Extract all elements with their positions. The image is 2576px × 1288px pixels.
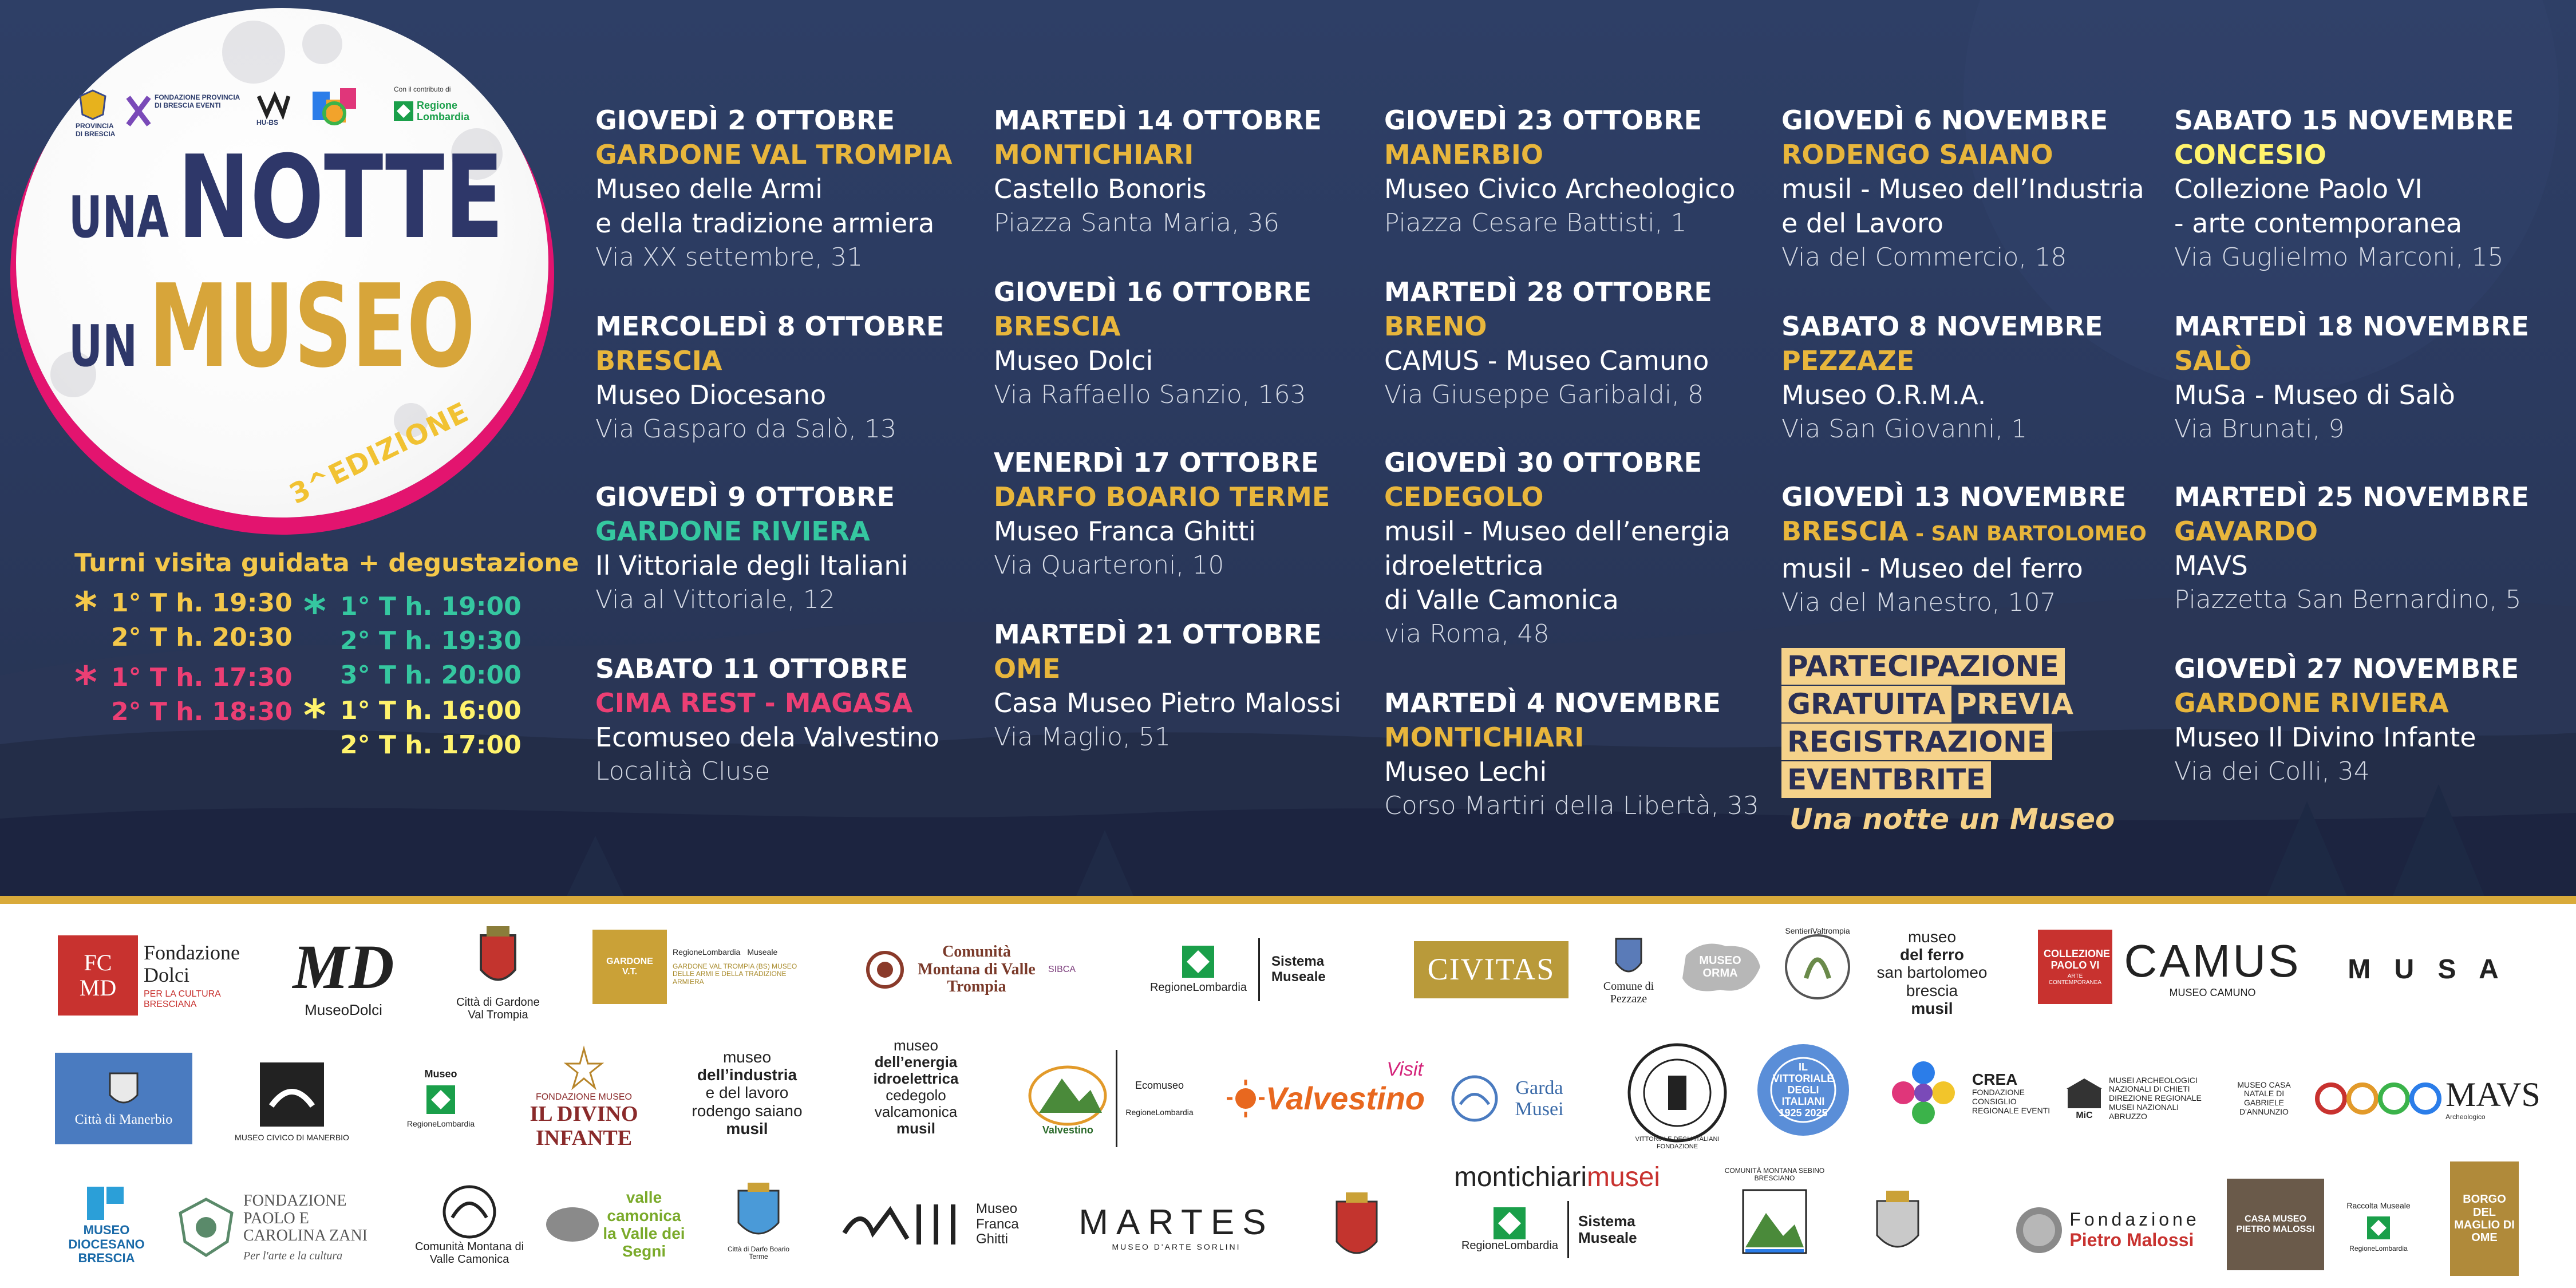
mavs-circles-icon: [2314, 1081, 2440, 1116]
gold-divider: [0, 896, 2576, 904]
logo-valle-segni: [544, 1179, 687, 1270]
logo-provincia: [76, 88, 116, 139]
orma-text: MUSEO ORMA: [1699, 954, 1741, 979]
valvestino-eco-text: Valvestino: [1042, 1124, 1093, 1136]
turni-lightyellow-1: 1° T h. 16:00: [340, 696, 521, 725]
event-date: MARTEDÌ 28 OTTOBRE: [1384, 276, 1712, 307]
musil-energia-6: musil: [896, 1120, 935, 1137]
event-venue: di Valle Camonica: [1384, 584, 1619, 615]
event-date: VENERDÌ 17 OTTOBRE: [994, 447, 1319, 478]
event-address: Via Maglio, 51: [994, 722, 1171, 752]
event-address: Via Raffaello Sanzio, 163: [994, 380, 1306, 409]
raccolta-regione-text: RegioneLombardia: [2349, 1244, 2408, 1253]
turni-section: [74, 548, 579, 760]
event-date: GIOVEDÌ 2 OTTOBRE: [595, 105, 895, 136]
logo-comunita-vt: [847, 935, 1093, 1004]
museodolci-text: MuseoDolci: [305, 1001, 382, 1018]
franca-ghitti-text: Museo Franca Ghitti: [976, 1200, 1019, 1247]
event-city: RODENGO SAIANO: [1781, 139, 2053, 170]
star-yellow-icon: *: [74, 582, 97, 633]
event-address: Via del Commercio, 18: [1781, 243, 2067, 272]
musil-industria-1: museo: [722, 1048, 772, 1066]
event-city-sub: - SAN BARTOLOMEO: [1908, 522, 2147, 546]
event-date: MERCOLEDÌ 8 OTTOBRE: [595, 311, 945, 342]
title-notte: NOTTE: [177, 131, 504, 264]
event-venue: e del Lavoro: [1781, 208, 1944, 239]
logo-paolo-vi: [2038, 930, 2112, 1004]
logo-martes: [1076, 1196, 1277, 1259]
event-6-novembre: [1781, 103, 2182, 275]
event-21-ottobre: [994, 617, 1394, 754]
mic-icon: [2064, 1076, 2104, 1111]
event-city: OME: [994, 653, 1061, 684]
crea-flower-icon: [1880, 1050, 1966, 1136]
ecomuseo-regione-label: RegioneLombardia: [1125, 1108, 1194, 1117]
cta-partecipazione: PARTECIPAZIONE: [1781, 648, 2065, 685]
camus-sub: MUSEO CAMUNO: [2169, 986, 2256, 998]
turni-title: Turni visita guidata + degustazione: [74, 548, 579, 578]
event-venue: Collezione Paolo VI: [2174, 173, 2423, 204]
logo-franca-ghitti: [836, 1190, 1042, 1259]
event-date: GIOVEDÌ 23 OTTOBRE: [1384, 105, 1702, 136]
logo-montichiari-crest: [1322, 1184, 1391, 1270]
museodolci-mark: MD: [293, 931, 394, 1002]
event-city: GARDONE RIVIERA: [595, 516, 870, 547]
event-city: MONTICHIARI: [1384, 722, 1585, 753]
event-11-ottobre: [595, 651, 996, 789]
musil-industria-3: e del lavoro: [705, 1084, 789, 1102]
logo-fond-malossi: [1986, 1202, 2227, 1259]
event-city: MANERBIO: [1384, 139, 1543, 170]
star-green-icon: *: [303, 586, 326, 637]
gardone-crest-icon: [469, 924, 527, 993]
event-date: GIOVEDÌ 9 OTTOBRE: [595, 481, 895, 512]
cta-line-2: [1781, 686, 2182, 724]
musil-ferro-4: brescia: [1906, 981, 1958, 999]
cta-line-4: [1781, 761, 2182, 799]
event-address: Corso Martiri della Libertà, 33: [1384, 791, 1759, 820]
event-date: GIOVEDÌ 30 OTTOBRE: [1384, 447, 1702, 478]
event-date: MARTEDÌ 4 NOVEMBRE: [1384, 688, 1721, 718]
event-venue: Museo Lechi: [1384, 756, 1547, 787]
event-30-ottobre: [1384, 445, 1785, 651]
event-city: GARDONE VAL TROMPIA: [595, 139, 953, 170]
dolci-name: Fondazione Dolci: [144, 941, 240, 987]
event-venue: Il Vittoriale degli Italiani: [595, 550, 908, 581]
logo-museo-dolci: [286, 927, 401, 1024]
musil-ferro-2: del ferro: [1899, 945, 1965, 963]
event-address: Località Cluse: [595, 757, 771, 786]
cta-line-3: [1781, 724, 2182, 761]
vittoriale-fond-text: VITTORIALE DEGLI ITALIANI FONDAZIONE: [1635, 1136, 1720, 1150]
montichiari-regione-icon: [1494, 1207, 1526, 1239]
event-date: GIOVEDÌ 6 NOVEMBRE: [1781, 105, 2108, 136]
logo-casa-malossi: [2227, 1179, 2324, 1270]
valle-segni-text: valle camonica la Valle dei Segni: [603, 1188, 685, 1261]
civitas-text: CIVITAS: [1427, 952, 1555, 987]
event-address: via Roma, 48: [1384, 619, 1550, 649]
logo-comunita-vc: [401, 1173, 538, 1276]
logo-fondazione-text: FONDAZIONE PROVINCIA DI BRESCIA EVENTI: [155, 93, 240, 109]
comunita-vt-text: Comunità Montana di Valle Trompia: [918, 942, 1036, 996]
regione-text: RegioneLombardia: [1149, 981, 1247, 994]
logo-montichiari-musei: [1425, 1144, 1689, 1276]
event-address: Via Gasparo da Salò, 13: [595, 414, 897, 444]
event-address: Via dei Colli, 34: [2174, 757, 2370, 786]
event-city: [1781, 514, 2182, 551]
event-city: BRESCIA: [595, 345, 722, 376]
star-pink-icon: *: [74, 657, 97, 708]
event-date: MARTEDÌ 18 NOVEMBRE: [2174, 311, 2529, 342]
event-address: Piazzetta San Bernardino, 5: [2174, 585, 2522, 614]
logo-museo-armi: [590, 915, 819, 1018]
logo-citta-manerbio: [55, 1053, 192, 1144]
turni-green-3: 3° T h. 20:00: [340, 661, 521, 690]
crea-text: CREA: [1972, 1070, 2018, 1088]
martes-sub: MUSEO D'ARTE SORLINI: [1112, 1242, 1241, 1251]
comunita-vt-seal-icon: [865, 950, 905, 990]
musil-energia-3: idroelettrica: [873, 1069, 959, 1087]
event-date: MARTEDÌ 14 OTTOBRE: [994, 105, 1322, 136]
montichiari-musei-a: montichiari: [1453, 1162, 1587, 1193]
event-venue: Castello Bonoris: [994, 173, 1207, 204]
event-address: Via Quarteroni, 10: [994, 551, 1224, 580]
logo-sentieri: [1775, 921, 1860, 1013]
raccolta-text: Raccolta Museale: [2346, 1201, 2411, 1211]
event-venue: e della tradizione armiera: [595, 208, 935, 239]
event-address: Via San Giovanni, 1: [1781, 414, 2028, 444]
museo-diocesano-text: MUSEO DIOCESANO BRESCIA: [68, 1223, 145, 1266]
event-venue: musil - Museo del ferro: [1781, 553, 2083, 584]
event-4-novembre: [1384, 686, 1785, 823]
musil-ferro-1: museo: [1907, 927, 1957, 946]
title-un: UN: [69, 313, 137, 380]
logo-regione: [394, 86, 491, 123]
logo-visit-valvestino: [1219, 1047, 1431, 1150]
divino-star-icon: [564, 1046, 604, 1092]
musil-energia-1: museo: [893, 1036, 939, 1054]
partner-logos: [0, 904, 2576, 1288]
event-city: CIMA REST - MAGASA: [595, 688, 913, 718]
event-8-novembre: [1781, 309, 2182, 447]
montichiari-crest-icon: [1331, 1190, 1382, 1265]
camus-text: CAMUS: [2124, 935, 2301, 987]
logo-crea: [1878, 1036, 2061, 1150]
gardone-museo-label: GARDONE V.T.: [606, 957, 653, 977]
logo-museo-orma: [1672, 927, 1769, 1007]
sibca-text: SIBCA: [1048, 965, 1076, 975]
turni-pink-1: 1° T h. 17:30: [111, 663, 293, 692]
logo-museo-dannunzio: [2221, 1047, 2307, 1150]
turni-yellow-2: 2° T h. 20:30: [111, 623, 293, 652]
logo-comunita-sebino: [1717, 1167, 1832, 1276]
event-date: MARTEDÌ 21 OTTOBRE: [994, 619, 1322, 650]
garda-musei-icon: [1449, 1073, 1500, 1124]
event-27-novembre: [2174, 651, 2575, 789]
event-venue: Museo Dolci: [994, 345, 1153, 376]
logo-darfo: [710, 1167, 807, 1276]
logo-museo-civico-manerbio: [212, 1047, 372, 1156]
moon-badge: [16, 8, 548, 517]
event-address: Piazza Santa Maria, 36: [994, 208, 1280, 238]
martes-text: MARTES: [1078, 1203, 1274, 1243]
turni-green-1: 1° T h. 19:00: [340, 592, 521, 621]
event-venue: musil - Museo dell’Industria: [1781, 173, 2144, 204]
logo-divino-infante: [504, 1041, 664, 1156]
logo-ome-crest: [1860, 1179, 1935, 1270]
dolci-monogram: FC MD: [79, 950, 117, 1001]
dolci-sub: PER LA CULTURA BRESCIANA: [144, 989, 220, 1009]
event-city: DARFO BOARIO TERME: [994, 481, 1330, 512]
zani-crest-icon: [175, 1196, 238, 1259]
logo-musil-ferro: [1866, 915, 1998, 1030]
event-18-novembre: [2174, 309, 2575, 447]
garda-musei-text: Garda Musei: [1515, 1077, 1564, 1120]
event-venue: Museo Diocesano: [595, 380, 827, 410]
event-address: Via Guglielmo Marconi, 15: [2174, 243, 2504, 272]
event-address: Via al Vittoriale, 12: [595, 585, 835, 614]
event-address: Via Brunati, 9: [2174, 414, 2345, 444]
logo-borgo-maglio: [2450, 1161, 2519, 1276]
darfo-text: Città di Darfo Boario Terme: [727, 1244, 790, 1261]
valvestino-mountain-icon: [1028, 1061, 1108, 1124]
event-city: GAVARDO: [2174, 516, 2318, 547]
mic-text: MiC: [2076, 1111, 2093, 1121]
paolo-vi-text: COLLEZIONE PAOLO VI: [2044, 947, 2110, 971]
logo-colorful: [309, 86, 361, 134]
event-2-ottobre: [595, 103, 996, 275]
logo-musil-industria: [675, 1030, 819, 1156]
divino-fond-text: FONDAZIONE MUSEO: [535, 1092, 632, 1103]
logo-manerbio-regione: [389, 1041, 492, 1156]
montichiari-sistema-text: Sistema Museale: [1578, 1212, 1637, 1246]
logo-fondazione-zani: [172, 1179, 389, 1276]
event-venue: musil - Museo dell’energia: [1384, 516, 1730, 547]
fond-zani-sub: Per l'arte e la cultura: [243, 1250, 343, 1263]
vittoriale-seal-icon: [1626, 1041, 1729, 1144]
event-venue: MuSa - Museo di Salò: [2174, 380, 2455, 410]
event-28-ottobre: [1384, 275, 1785, 412]
sebino-mountain-icon: [1732, 1179, 1818, 1265]
logo-pezzaze: [1586, 921, 1672, 1018]
comunita-sebino-text: COMUNITÀ MONTANA SEBINO BRESCIANO: [1724, 1167, 1825, 1183]
event-venue: Museo delle Armi: [595, 173, 823, 204]
cta-tagline: Una notte un Museo: [1789, 803, 2115, 836]
musil-industria-4: rodengo saiano: [692, 1101, 803, 1120]
malossi-medal-icon: [2013, 1204, 2065, 1256]
event-13-novembre: [1781, 480, 2182, 620]
comunita-vc-text: Comunità Montana di Valle Camonica: [414, 1240, 524, 1266]
museo-dannunzio-text: MUSEO CASA NATALE DI GABRIELE D'ANNUNZIO: [2237, 1080, 2291, 1116]
event-city: PEZZAZE: [1781, 345, 1915, 376]
ecomuseo-label: Ecomuseo: [1135, 1080, 1184, 1092]
logo-hubs: [256, 94, 297, 127]
logo-ecomuseo-valvestino: [1002, 1041, 1219, 1156]
turni-green-2: 2° T h. 19:30: [340, 626, 521, 655]
event-15-novembre: [2174, 103, 2575, 275]
cta-registrazione: REGISTRAZIONE: [1781, 724, 2052, 760]
logo-contributo-text: Con il contributo di: [394, 85, 451, 93]
event-14-ottobre: [994, 103, 1394, 240]
gardone-museale-label: Museale: [747, 947, 778, 957]
event-venue: CAMUS - Museo Camuno: [1384, 345, 1709, 376]
museo-civico-manerbio-text: MUSEO CIVICO DI MANERBIO: [235, 1133, 349, 1143]
pezzaze-text: Comune di Pezzaze: [1603, 980, 1654, 1005]
valle-segni-stone-icon: [544, 1204, 601, 1244]
title-una: UNA: [69, 184, 169, 251]
fond-malossi-b: Pietro Malossi: [2069, 1230, 2194, 1250]
cta-line-1: [1781, 648, 2182, 686]
event-8-ottobre: [595, 309, 996, 447]
cta-eventbrite: EVENTBRITE: [1781, 761, 1991, 798]
event-23-ottobre: [1384, 103, 1785, 240]
event-city: CONCESIO: [2174, 139, 2326, 170]
event-venue: idroelettrica: [1384, 550, 1544, 581]
logo-regione-text: Regione Lombardia: [417, 99, 470, 123]
event-date: SABATO 15 NOVEMBRE: [2174, 105, 2514, 136]
logo-musil-energia: [847, 1018, 985, 1156]
raccolta-regione-icon: [2367, 1216, 2390, 1239]
event-9-ottobre: [595, 480, 996, 617]
crea-sub: FONDAZIONE CONSIGLIO REGIONALE EVENTI: [1972, 1088, 2050, 1115]
turni-pink-2: 2° T h. 18:30: [111, 697, 293, 726]
sentieri-text: SentieriValtrompia: [1785, 926, 1850, 935]
event-date: MARTEDÌ 25 NOVEMBRE: [2174, 481, 2529, 512]
musil-energia-2: dell’energia: [874, 1053, 958, 1070]
event-city: GARDONE RIVIERA: [2174, 688, 2449, 718]
comunita-vc-seal-icon: [441, 1183, 498, 1240]
logo-musei-abruzzo: [2061, 1047, 2210, 1150]
musil-industria-2: dell’industria: [697, 1065, 797, 1084]
ghitti-signature-icon: [839, 1199, 970, 1250]
musil-ferro-3: san bartolomeo: [1876, 963, 1988, 982]
cta-gratuita: GRATUITA: [1781, 686, 1951, 722]
casa-malossi-text: CASA MUSEO PIETRO MALOSSI: [2236, 1214, 2315, 1234]
title-museo: MUSEO: [149, 260, 475, 393]
logo-citta-gardone: [447, 910, 550, 1036]
logo-museo-diocesano: [55, 1173, 158, 1276]
montichiari-regione-text: RegioneLombardia: [1461, 1239, 1558, 1252]
event-address: Piazza Cesare Battisti, 1: [1384, 208, 1687, 238]
borgo-maglio-text: BORGO DEL MAGLIO DI OME: [2454, 1193, 2515, 1244]
ome-crest-icon: [1869, 1187, 1926, 1262]
event-17-ottobre: [994, 445, 1394, 583]
visit-valvestino-text: Valvestino: [1265, 1080, 1425, 1116]
event-venue: Museo Il Divino Infante: [2174, 722, 2476, 753]
manerbio-museum-icon: [258, 1060, 326, 1129]
logo-vittoriale-years: [1752, 1036, 1855, 1144]
gardone-regione-label: RegioneLombardia: [673, 947, 741, 957]
musei-abruzzo-text: MUSEI ARCHEOLOGICI NAZIONALI DI CHIETI DIREZIONE REGIONALE MUSEI NAZIONALI ABRUZZO: [2109, 1075, 2202, 1121]
event-venue: Museo Franca Ghitti: [994, 516, 1256, 547]
logo-musa: [2307, 941, 2547, 998]
manerbio-regione-label: RegioneLombardia: [406, 1119, 475, 1129]
manerbio-crest-icon: [106, 1070, 141, 1110]
sentieri-badge-icon: [1780, 930, 1855, 1004]
sun-icon: [1226, 1078, 1266, 1119]
darfo-crest-icon: [733, 1183, 784, 1246]
pezzaze-crest-icon: [1611, 934, 1646, 980]
musil-ferro-5: musil: [1911, 999, 1953, 1018]
logo-regione-sistema: [1116, 933, 1385, 1007]
event-date: GIOVEDÌ 13 NOVEMBRE: [1781, 481, 2127, 512]
event-venue: Museo O.R.M.A.: [1781, 380, 1986, 410]
event-venue: Casa Museo Pietro Malossi: [994, 688, 1341, 718]
logo-garda-musei: [1443, 1053, 1580, 1144]
star-lightyellow-icon: *: [303, 690, 326, 741]
logo-camus: [2124, 927, 2301, 1007]
logo-civitas: [1414, 941, 1568, 998]
registration-cta: [1781, 648, 2182, 838]
event-title: [69, 131, 504, 393]
event-city: MONTICHIARI: [994, 139, 1194, 170]
event-venue: Ecomuseo dela Valvestino: [595, 722, 940, 753]
sistema-museale-text: Sistema Museale: [1271, 954, 1326, 985]
event-16-ottobre: [994, 275, 1394, 412]
event-address: Via Giuseppe Garibaldi, 8: [1384, 380, 1704, 409]
montichiari-musei-b: musei: [1587, 1162, 1661, 1193]
mavs-sub: Archeologico: [2445, 1113, 2486, 1121]
divino-text: IL DIVINO INFANTE: [530, 1102, 638, 1150]
event-city: SALÒ: [2174, 345, 2252, 376]
visit-text: Visit: [1386, 1058, 1423, 1080]
logo-mavs: [2307, 1053, 2547, 1144]
regione-lombardia-icon: [1182, 946, 1214, 978]
event-venue: Museo Civico Archeologico: [1384, 173, 1736, 204]
paolo-vi-sub: ARTE CONTEMPORANEA: [2048, 973, 2102, 986]
vittoriale-years-text: IL VITTORIALE DEGLI ITALIANI 1925 2025: [1772, 1061, 1834, 1119]
event-address: Via del Manestro, 107: [1781, 588, 2056, 617]
fond-malossi-a: Fondazione: [2069, 1209, 2200, 1230]
event-city: BRENO: [1384, 311, 1487, 342]
event-25-novembre: [2174, 480, 2575, 617]
event-venue: - arte contemporanea: [2174, 208, 2463, 239]
event-city-main: BRESCIA: [1781, 516, 1909, 547]
event-venue: MAVS: [2174, 550, 2248, 581]
mavs-text: MAVS: [2445, 1076, 2541, 1114]
logo-hubs-text: HU-BS: [256, 118, 278, 127]
event-date: GIOVEDÌ 16 OTTOBRE: [994, 276, 1312, 307]
logo-fondazione: [126, 94, 246, 128]
event-address: Via XX settembre, 31: [595, 243, 863, 272]
event-date: GIOVEDÌ 27 NOVEMBRE: [2174, 653, 2519, 684]
musil-industria-5: musil: [726, 1120, 768, 1138]
diocesano-icon: [84, 1183, 129, 1223]
logo-provincia-text: PROVINCIA DI BRESCIA: [76, 122, 116, 138]
gardone-museo-sub: GARDONE VAL TROMPIA (BS) MUSEO DELLE ARMI E DELLA TRADIZIONE ARMIERA: [673, 962, 797, 986]
edition-label: 3^EDIZIONE: [284, 396, 474, 511]
manerbio-text: Città di Manerbio: [74, 1112, 173, 1127]
logo-raccolta: [2336, 1184, 2421, 1270]
musa-text: M U S A: [2348, 954, 2507, 985]
musil-energia-4: cedegolo: [886, 1086, 946, 1104]
cta-previa: PREVIA: [1955, 688, 2073, 721]
fond-zani-text: FONDAZIONE PAOLO E CAROLINA ZANI: [243, 1191, 368, 1245]
turni-lightyellow-2: 2° T h. 17:00: [340, 730, 521, 760]
logo-vittoriale-fondazione: [1620, 1036, 1735, 1150]
gardone-city-text: Città di Gardone Val Trompia: [456, 995, 540, 1021]
manerbio-museo-label: Museo: [424, 1068, 457, 1080]
event-date: SABATO 8 NOVEMBRE: [1781, 311, 2103, 342]
event-city: BRESCIA: [994, 311, 1121, 342]
musil-energia-5: valcamonica: [874, 1103, 958, 1121]
logo-fondazione-dolci: [55, 927, 244, 1024]
turni-yellow-1: 1° T h. 19:30: [111, 588, 293, 618]
manerbio-regione-icon: [426, 1085, 455, 1114]
event-date: SABATO 11 OTTOBRE: [595, 653, 908, 684]
event-city: CEDEGOLO: [1384, 481, 1544, 512]
